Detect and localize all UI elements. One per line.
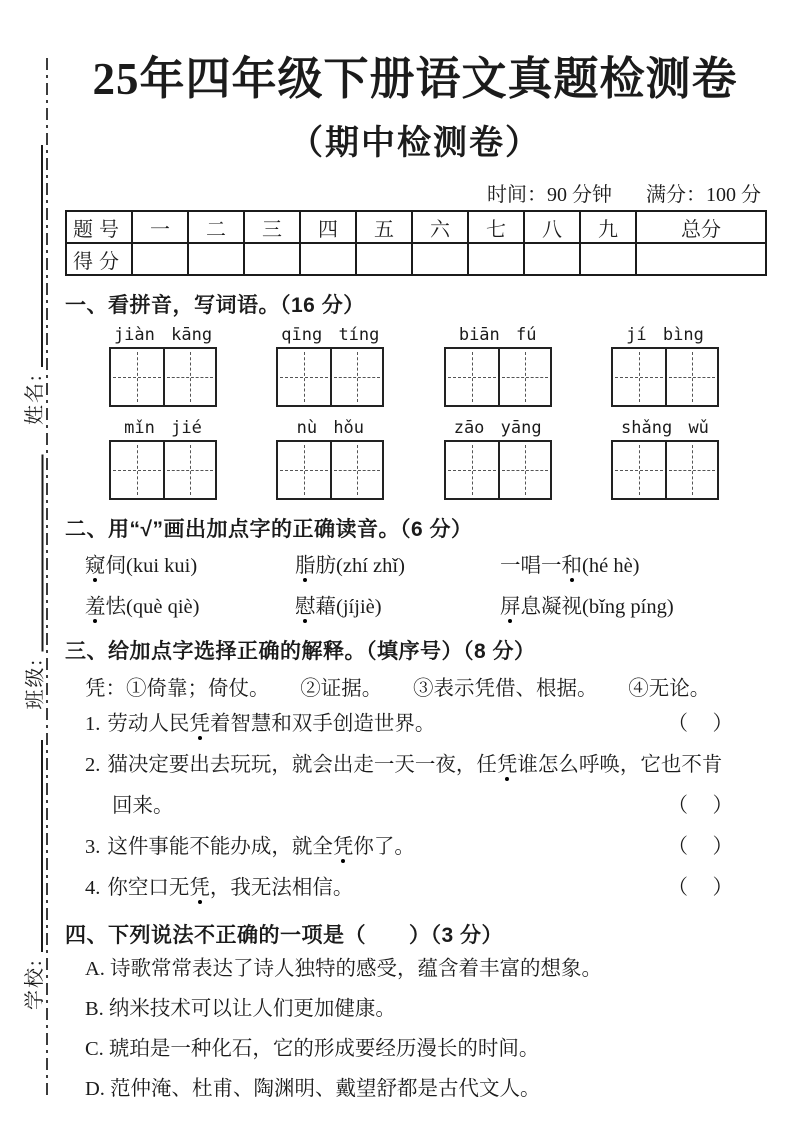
answer-bracket: （ ） bbox=[667, 713, 735, 735]
column-header: 九 bbox=[580, 211, 636, 243]
score-cell bbox=[300, 243, 356, 275]
column-header: 八 bbox=[524, 211, 580, 243]
dotted-sentence: 猫决定要出去玩玩，就会出走一天一夜，任凭谁怎么呼唤，它也不肯 bbox=[107, 754, 723, 776]
choice-option-c: C. 琥珀是一种化石，它的形成要经历漫长的时间。 bbox=[85, 1038, 540, 1060]
question-number: 4. bbox=[85, 877, 101, 899]
writing-cell bbox=[446, 349, 498, 405]
writing-cell bbox=[111, 442, 163, 498]
pinyin-group bbox=[609, 417, 721, 500]
pinyin-label: biān fú bbox=[458, 325, 537, 345]
dotted-phrase: 窥伺(kui kui) bbox=[85, 555, 198, 577]
writing-boxes bbox=[444, 347, 552, 407]
pinyin-row-1 bbox=[107, 324, 721, 407]
section2-heading: 二、用“√”画出加点字的正确读音。（6 分） bbox=[65, 518, 473, 541]
column-header: 六 bbox=[412, 211, 468, 243]
writing-cell bbox=[665, 442, 717, 498]
score-cell bbox=[636, 243, 766, 275]
answer-bracket: （ ） bbox=[667, 795, 735, 817]
score-row-header: 得分 bbox=[66, 243, 132, 275]
score-cell bbox=[524, 243, 580, 275]
school-label: 学校: bbox=[24, 958, 46, 1010]
pinyin-group bbox=[609, 324, 721, 407]
question-item-2-continued bbox=[112, 786, 765, 827]
pinyin-label: jí bìng bbox=[626, 325, 704, 345]
definition-options: 凭：①倚靠；倚仗。 ②证据。 ③表示凭借、根据。 ④无论。 bbox=[85, 678, 711, 700]
pinyin-group bbox=[107, 417, 219, 500]
question-item-4 bbox=[85, 868, 765, 909]
section1-heading: 一、看拼音，写词语。（16 分） bbox=[65, 294, 365, 317]
answer-bracket: （ ） bbox=[667, 836, 735, 858]
pinyin-label: qīng tíng bbox=[281, 325, 380, 345]
pinyin-label: jiàn kāng bbox=[113, 325, 213, 345]
writing-cell bbox=[163, 349, 215, 405]
dotted-sentence: 你空口无凭，我无法相信。 bbox=[107, 877, 354, 899]
column-header: 一 bbox=[132, 211, 188, 243]
writing-cell bbox=[446, 442, 498, 498]
pinyin-label: zāo yāng bbox=[453, 418, 542, 438]
score-cell bbox=[580, 243, 636, 275]
writing-cell bbox=[278, 349, 330, 405]
writing-cell bbox=[613, 349, 665, 405]
table-row bbox=[66, 211, 766, 243]
writing-boxes bbox=[276, 440, 384, 500]
writing-cell bbox=[613, 442, 665, 498]
writing-boxes bbox=[444, 440, 552, 500]
choice-option-a: A. 诗歌常常表达了诗人独特的感受，蕴含着丰富的想象。 bbox=[85, 958, 603, 980]
writing-cell bbox=[498, 349, 550, 405]
column-header: 五 bbox=[356, 211, 412, 243]
answer-bracket: （ ） bbox=[667, 877, 735, 899]
question-item-2 bbox=[85, 745, 765, 786]
column-header: 七 bbox=[468, 211, 524, 243]
full-score: 满分：100 分 bbox=[646, 184, 761, 206]
dotted-sentence: 劳动人民凭着智慧和双手创造世界。 bbox=[107, 713, 436, 735]
score-cell bbox=[412, 243, 468, 275]
section4-heading: 四、下列说法不正确的一项是（ ）（3 分） bbox=[65, 924, 504, 947]
pinyin-label: shǎng wǔ bbox=[621, 418, 709, 438]
dotted-phrase: 一唱一和(hé hè) bbox=[500, 555, 640, 577]
name-blank-line bbox=[41, 145, 43, 367]
writing-cell bbox=[665, 349, 717, 405]
pinyin-label: mǐn jié bbox=[124, 418, 202, 438]
question-number: 3. bbox=[85, 836, 101, 858]
score-cell bbox=[244, 243, 300, 275]
exam-meta bbox=[65, 178, 765, 207]
dotted-phrase: 屏息凝视(bǐng píng) bbox=[500, 596, 674, 618]
page-title: 25年四年级下册语文真题检测卷 bbox=[92, 54, 738, 104]
student-school-field bbox=[12, 740, 48, 1010]
pinyin-group bbox=[442, 417, 554, 500]
writing-cell bbox=[330, 442, 382, 498]
choice-option-d: D. 范仲淹、杜甫、陶渊明、戴望舒都是古代文人。 bbox=[85, 1078, 541, 1100]
column-header: 二 bbox=[188, 211, 244, 243]
dotted-phrase: 脂肪(zhí zhǐ) bbox=[295, 555, 405, 577]
section3-heading: 三、给加点字选择正确的解释。（填序号）（8 分） bbox=[65, 640, 536, 663]
question-item-3 bbox=[85, 827, 765, 868]
question-number-header: 题号 bbox=[66, 211, 132, 243]
choice-option-b: B. 纳米技术可以让人们更加健康。 bbox=[85, 998, 396, 1020]
dotted-phrase: 慰藉(jíjiè) bbox=[295, 596, 382, 618]
writing-boxes bbox=[611, 347, 719, 407]
writing-cell bbox=[278, 442, 330, 498]
column-header: 三 bbox=[244, 211, 300, 243]
score-table bbox=[65, 210, 767, 276]
writing-cell bbox=[163, 442, 215, 498]
score-cell bbox=[356, 243, 412, 275]
class-label: 班级: bbox=[24, 657, 47, 710]
table-row bbox=[66, 243, 766, 275]
student-name-field bbox=[12, 145, 48, 425]
pinyin-group bbox=[274, 324, 386, 407]
writing-boxes bbox=[109, 347, 217, 407]
score-cell bbox=[188, 243, 244, 275]
pinyin-group bbox=[107, 324, 219, 407]
question-number: 2. bbox=[85, 754, 101, 776]
dotted-phrase: 羞怯(què qiè) bbox=[85, 596, 200, 618]
sentence-continuation: 回来。 bbox=[112, 795, 174, 817]
writing-cell bbox=[498, 442, 550, 498]
writing-boxes bbox=[109, 440, 217, 500]
pinyin-group bbox=[442, 324, 554, 407]
school-blank-line bbox=[41, 740, 43, 952]
class-blank-line bbox=[42, 455, 44, 652]
column-header: 四 bbox=[300, 211, 356, 243]
writing-boxes bbox=[611, 440, 719, 500]
page-subtitle: （期中检测卷） bbox=[289, 125, 541, 162]
question-item-1 bbox=[85, 704, 765, 745]
writing-cell bbox=[330, 349, 382, 405]
pronunciation-choices bbox=[85, 551, 765, 622]
student-class-field bbox=[13, 455, 49, 710]
pinyin-label: nù hǒu bbox=[296, 418, 365, 438]
pinyin-row-2 bbox=[107, 417, 721, 500]
writing-boxes bbox=[276, 347, 384, 407]
dotted-sentence: 这件事能不能办成，就全凭你了。 bbox=[107, 836, 415, 858]
column-header: 总分 bbox=[636, 211, 766, 243]
score-cell bbox=[132, 243, 188, 275]
time-limit: 时间：90 分钟 bbox=[487, 184, 612, 206]
writing-cell bbox=[111, 349, 163, 405]
pinyin-group bbox=[274, 417, 386, 500]
score-cell bbox=[468, 243, 524, 275]
name-label: 姓名: bbox=[24, 373, 46, 425]
paper-content bbox=[65, 0, 765, 1109]
question-number: 1. bbox=[85, 713, 101, 735]
